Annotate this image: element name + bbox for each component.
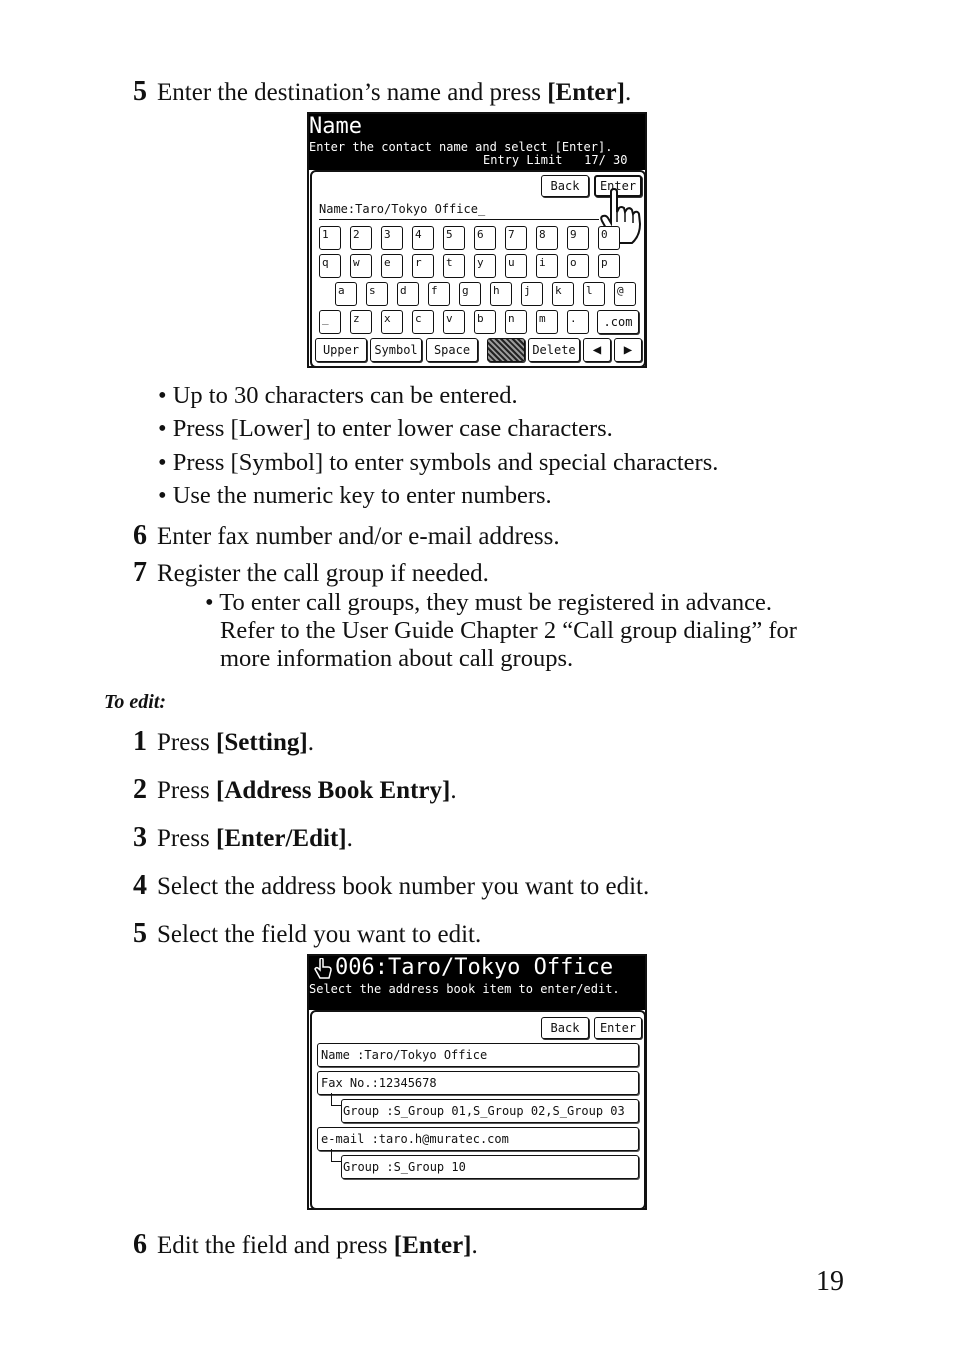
step-text: Register the call group if needed. (157, 560, 489, 587)
call-group-note-line: Refer to the User Guide Chapter 2 “Call group dialing” for (220, 617, 797, 644)
keyboard-key[interactable]: o (567, 254, 589, 278)
keyboard-key[interactable]: i (536, 254, 558, 278)
dotcom-key[interactable]: .com (597, 310, 639, 334)
edit-step-1 (133, 726, 314, 758)
step-post: . (471, 1232, 478, 1259)
edit-step-6 (133, 1229, 478, 1261)
screen-header (309, 956, 645, 1010)
step-text: Edit the field and press (157, 1232, 394, 1259)
upper-button[interactable]: Upper (315, 338, 367, 362)
screen-body (310, 170, 646, 368)
keyboard-key[interactable]: 4 (412, 226, 434, 250)
step-text: Press (157, 729, 217, 756)
tree-connector (331, 1149, 341, 1162)
enter-button[interactable]: Enter (594, 1017, 642, 1039)
keyboard-key[interactable]: b (474, 310, 496, 334)
delete-button[interactable]: Delete (528, 338, 580, 362)
keyboard-key[interactable]: z (350, 310, 372, 334)
keyboard-key[interactable]: n (505, 310, 527, 334)
to-edit-heading: To edit: (104, 691, 167, 713)
name-entry-screen (307, 112, 647, 368)
keyboard-key[interactable]: h (490, 282, 512, 306)
step-post: . (346, 825, 353, 852)
step-number: 2 (133, 774, 147, 805)
step-post: . (624, 79, 632, 106)
keyboard-key[interactable]: a (335, 282, 357, 306)
entry-limit: Entry Limit 17/ 30 (483, 153, 628, 167)
keyboard-key[interactable]: m (536, 310, 558, 334)
keyboard-key[interactable]: u (505, 254, 527, 278)
keyboard-key[interactable]: p (598, 254, 620, 278)
email-group-field-button[interactable]: Group :S_Group 10 (341, 1155, 639, 1179)
step-bold: [Enter] (547, 79, 625, 106)
edit-step-2 (133, 774, 457, 806)
step-bold: [Setting] (216, 729, 308, 756)
keyboard-key[interactable]: e (381, 254, 403, 278)
bullet-item: • Up to 30 characters can be entered. (158, 382, 518, 409)
space-button[interactable]: Space (426, 338, 478, 362)
keyboard-key[interactable]: r (412, 254, 434, 278)
hidden-key-button[interactable] (487, 338, 525, 362)
step-6-fax (133, 520, 560, 552)
step-number: 7 (133, 557, 147, 588)
step-post: . (307, 729, 314, 756)
back-button[interactable]: Back (541, 1017, 589, 1039)
keyboard-key[interactable]: 8 (536, 226, 558, 250)
keyboard-key[interactable]: l (583, 282, 605, 306)
screen-instruction: Select the address book item to enter/edit. (309, 982, 620, 996)
hand-pointer-icon (313, 958, 335, 982)
screen-title: Name (309, 114, 362, 139)
cursor-right-button[interactable]: ▶ (614, 338, 642, 362)
step-text: Enter fax number and/or e-mail address. (157, 523, 560, 550)
bullet-item: • Use the numeric key to enter numbers. (158, 482, 552, 509)
keyboard-key[interactable]: _ (319, 310, 341, 334)
screen-body (310, 1010, 646, 1210)
step-number: 6 (133, 520, 147, 551)
fax-field-button[interactable]: Fax No.:12345678 (317, 1071, 639, 1095)
keyboard-key[interactable]: q (319, 254, 341, 278)
screen-header (309, 114, 645, 170)
email-field-button[interactable]: e-mail :taro.h@muratec.com (317, 1127, 639, 1151)
enter-button[interactable]: Enter (594, 175, 642, 197)
screen-title: 006:Taro/Tokyo Office (335, 955, 614, 980)
keyboard-key[interactable]: c (412, 310, 434, 334)
name-field-button[interactable]: Name :Taro/Tokyo Office (317, 1043, 639, 1067)
cursor-left-button[interactable]: ◀ (583, 338, 611, 362)
name-field-underline (319, 219, 599, 220)
keyboard-key[interactable]: 2 (350, 226, 372, 250)
keyboard-key[interactable]: d (397, 282, 419, 306)
keyboard-key[interactable]: 7 (505, 226, 527, 250)
page-number: 19 (816, 1266, 844, 1297)
step-number: 6 (133, 1229, 147, 1260)
step-7-call-group (133, 557, 489, 589)
call-group-note-line: more information about call groups. (220, 645, 574, 672)
keyboard-key[interactable]: f (428, 282, 450, 306)
keyboard-key[interactable]: g (459, 282, 481, 306)
address-book-edit-screen (307, 954, 647, 1210)
step-post: . (450, 777, 457, 804)
tree-connector (331, 1093, 341, 1106)
keyboard-key[interactable]: v (443, 310, 465, 334)
step-text: Select the field you want to edit. (157, 921, 482, 948)
keyboard-key[interactable]: w (350, 254, 372, 278)
keyboard-key[interactable]: y (474, 254, 496, 278)
keyboard-key[interactable]: k (552, 282, 574, 306)
keyboard-key[interactable]: 5 (443, 226, 465, 250)
step-5-enter-name (133, 76, 631, 108)
step-number: 5 (133, 918, 147, 949)
step-number: 5 (133, 76, 147, 107)
step-text: Select the address book number you want to edit. (157, 873, 650, 900)
call-group-note-line: • To enter call groups, they must be registered in advance. (205, 589, 773, 616)
step-text: Press (157, 825, 217, 852)
fax-group-field-button[interactable]: Group :S_Group 01,S_Group 02,S_Group 03 (341, 1099, 639, 1123)
keyboard-key[interactable]: 6 (474, 226, 496, 250)
step-bold: [Enter] (393, 1232, 472, 1259)
name-input-field[interactable]: Name:Taro/Tokyo Office_ (319, 202, 486, 216)
edit-step-3 (133, 822, 353, 854)
keyboard-key[interactable]: 0 (598, 226, 620, 250)
edit-step-4 (133, 870, 649, 902)
keyboard-key[interactable]: x (381, 310, 403, 334)
bullet-item: • Press [Symbol] to enter symbols and special characters. (158, 449, 719, 476)
keyboard-key[interactable]: t (443, 254, 465, 278)
step-number: 3 (133, 822, 147, 853)
step-text: Press (157, 777, 217, 804)
step-bold: [Enter/Edit] (216, 825, 347, 852)
step-bold: [Address Book Entry] (216, 777, 451, 804)
keyboard-key[interactable]: 3 (381, 226, 403, 250)
keyboard-key[interactable]: 9 (567, 226, 589, 250)
step-text: Enter the destination’s name and press (157, 79, 548, 106)
screen-instruction: Enter the contact name and select [Enter]. (309, 140, 613, 154)
keyboard-key[interactable]: . (567, 310, 589, 334)
keyboard-key[interactable]: @ (614, 282, 636, 306)
step-number: 1 (133, 726, 147, 757)
back-button[interactable]: Back (541, 175, 589, 197)
edit-step-5 (133, 918, 481, 950)
keyboard-key[interactable]: s (366, 282, 388, 306)
step-number: 4 (133, 870, 147, 901)
symbol-button[interactable]: Symbol (370, 338, 422, 362)
bullet-item: • Press [Lower] to enter lower case characters. (158, 415, 613, 442)
keyboard-key[interactable]: 1 (319, 226, 341, 250)
keyboard-key[interactable]: j (521, 282, 543, 306)
